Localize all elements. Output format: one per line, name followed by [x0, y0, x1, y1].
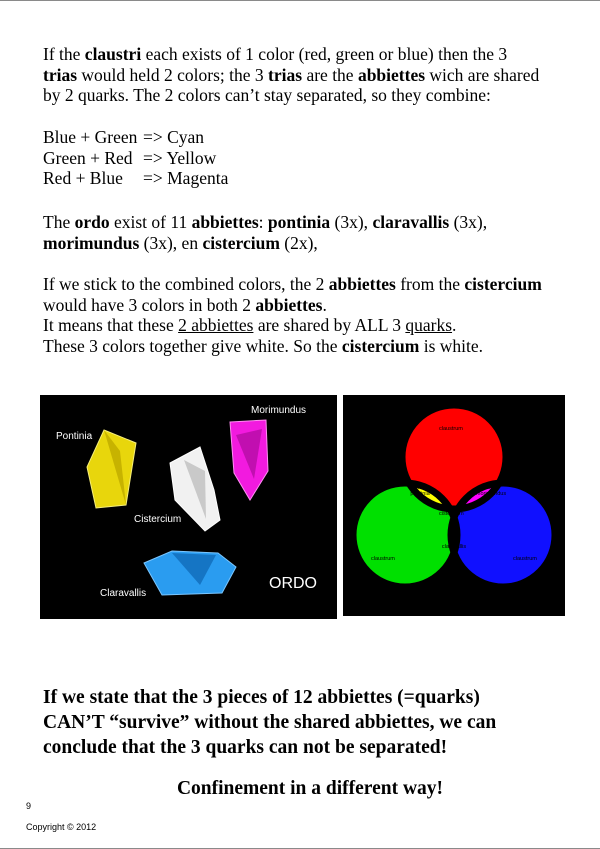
label-pontinia: Pontinia: [56, 431, 93, 442]
color-combinations: [43, 127, 228, 189]
venn-label-tria-claravallis: tria claravallis: [441, 538, 467, 550]
ordo-photo: [40, 395, 337, 619]
page-number: 9: [26, 801, 32, 811]
venn-label-cistercium: cistercium: [439, 511, 464, 517]
venn-label-tria-pontinia: tria pontinia: [410, 485, 430, 497]
combo-row: Red + Blue => Magenta: [43, 168, 229, 188]
label-claravallis: Claravallis: [100, 588, 147, 599]
combo-row: Green + Red => Yellow: [43, 147, 217, 168]
label-cistercium: Cistercium: [134, 514, 182, 525]
paragraph-cistercium: If we stick to the combined colors, the 2 abbiettes from the cistercium would have 3 colors in both 2 abbiettes. It means that these 2 abbiettes are shared by ALL 3 quarks. These 3 colors together give white. So the cistercium is white.: [43, 274, 542, 356]
venn-label-claustrum-top: claustrum: [439, 426, 463, 432]
combo-row: Blue + Green => Cyan: [43, 127, 205, 147]
venn-label-claustrum-right: claustrum: [513, 556, 537, 562]
confinement-heading: Confinement in a different way!: [176, 778, 444, 799]
copyright-notice: Copyright © 2012: [26, 822, 97, 832]
venn-diagram: [343, 395, 565, 616]
venn-label-tria-morimundus: tria morimundus: [475, 485, 507, 497]
label-morimundus: Morimundus: [251, 405, 307, 416]
conclusion-text: If we state that the 3 pieces of 12 abbiettes (=quarks) CAN’T “survive” without the shared abbiettes, we can conclude that the 3 quarks can not be separated!: [43, 687, 497, 758]
venn-label-claustrum-left: claustrum: [371, 556, 395, 562]
paragraph-claustri: If the claustri each exists of 1 color (red, green or blue) then the 3 trias would held 2 colors; the 3 trias are the abbiettes wich are shared by 2 quarks. The 2 colors can’t stay separated, so they combine:: [43, 44, 540, 105]
page-top-border: [0, 0, 600, 1]
label-ordo: ORDO: [269, 575, 317, 592]
paragraph-ordo: The ordo exist of 11 abbiettes: pontinia (3x), claravallis (3x), morimundus (3x), en cistercium (2x),: [43, 212, 488, 253]
